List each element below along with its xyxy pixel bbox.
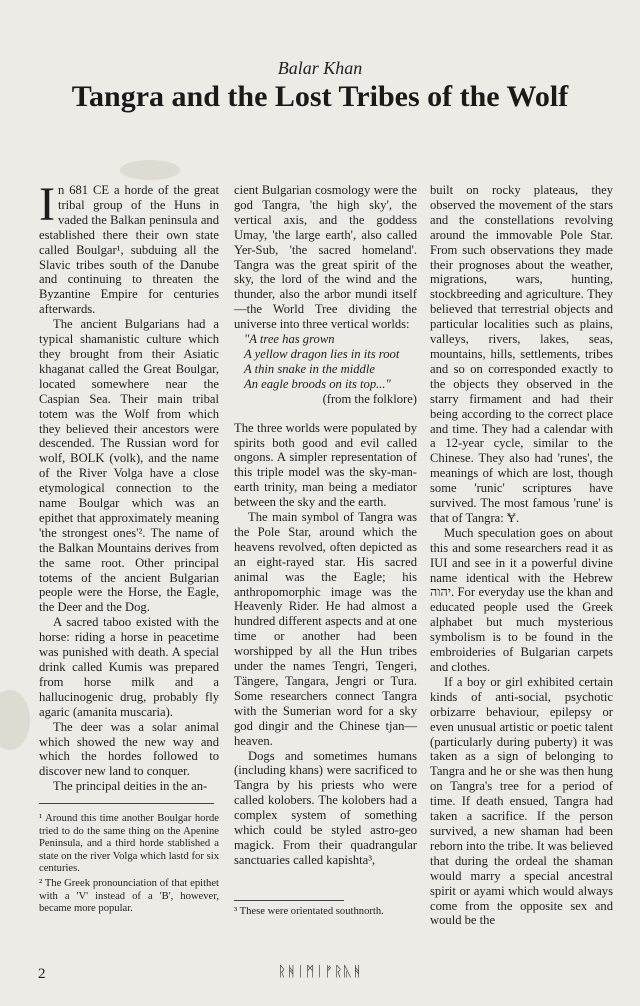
paragraph: cient Bulgarian cosmology were the god Tangra, 'the high sky', the vertical axis, and the goddess Umay, 'the large earth', also called Yer-Sub, 'the sacred homeland'. Tangra was the great spirit of the sky, the lord of the wind and the thunder, also the arbor mundi itself—the World Tree dividing the universe into three vertical worlds: <box>234 183 417 332</box>
verse-line: An eagle broods on its top..." <box>244 376 391 391</box>
runic-footer: ᚱᚻᛁᛗᛁᚠᚱᚣᚻ <box>277 964 363 980</box>
paragraph: If a boy or girl exhibited certain kinds of anti-social, psychotic orbizarre behaviour, epilepsy or even unusual artistic or poetic talent (particularly during puberty) it was taken as a sign of belonging to Tangra and he or she was then hung on Tangra's tree for a period of time. If death ensued, Tangra had taken a sacrifice. If the person survived, a new shaman had been reborn into the tribe. It was believed that during the ordeal the shaman would marry a special ancestral spirit or ayami which would always come from the opposite sex and would be the <box>430 674 613 928</box>
paragraph: Much speculation goes on about this and some researchers read it as IUI and see in it a powerful divine name identical with the Hebrew יהוה. For everyday use the khan and educated people used the Greek alphabet but much mysterious symbolism is to be found in the embroideries of Bulgarian carpets and clothes. <box>430 525 613 674</box>
paragraph-text: n 681 CE a horde of the great tribal group of the Huns in vaded the Balkan peninsula and established there their own state called Boulgar¹, subduing all the Slavic tribes south of the Danube and continuing to threaten the Byzantine Empire for centuries afterwards. <box>39 183 219 317</box>
paragraph: The deer was a solar animal which showed the new way and which the hordes followed to discover new land to conquer. <box>39 719 219 779</box>
paragraph: The three worlds were populated by spirits both good and evil called ongons. A simpler representation of this triple model was the sky-man-earth trinity, man being a mediator between the sky and the earth. <box>234 420 417 510</box>
paragraph: The principal deities in the an- <box>53 779 208 794</box>
drop-cap: I <box>39 178 55 231</box>
paragraph: Dogs and sometimes humans (including khans) were sacrificed to Tangra by his priests who were called kolobers. The kolobers had a complex system of something which could be styled astro-geo magick. From their quadrangular sanctuaries called kapishta³, <box>234 748 417 867</box>
footnote-2: ² The Greek pronounciation of that epithet with a 'V' instead of a 'B', however, became more popular. <box>39 877 219 915</box>
verse-line: A thin snake in the middle <box>244 361 375 376</box>
paragraph: built on rocky plateaus, they observed the movement of the stars and the constellations revolving around the immovable Pole Star. From such observations they made their prognoses about the weather, migrations, wars, hunting, stockbreeding and agriculture. They believed that terrestrial objects and particular localities such as plains, valleys, rivers, lakes, seas, mountains, hills, settlements, tribes and so on corresponded exactly to the objects they observed in the starry firmament and had their being according to the correct place and time. They had a calendar with a 12-year cycle, similar to the Chinese. They also had 'runes', the meanings of which are lost, though some 'runic' scriptures have survived. The most famous 'rune' is that of Tangra: Ɏ. <box>430 183 613 525</box>
column-2 <box>234 183 417 868</box>
footnote-separator <box>234 900 344 901</box>
column-1 <box>39 178 219 794</box>
paragraph: The ancient Bulgarians had a typical shamanistic culture which they brought from their Asiatic khaganat called the Great Boulgar, located somewhere near the Caspian Sea. Their main tribal totem was the Wolf from which they believed their ancestors were descended. The Russian word for wolf, BOLK (volk), and the name of the River Volga have a close etymological connection to the name Boulgar which was an epithet that approximately meaning 'the strongest ones'². The name of the Balkan Mountains derives from the same root. Other principal totems of the ancient Bulgarian people were the Horse, the Eagle, the Deer and the Dog. <box>39 317 219 615</box>
footnote-separator <box>39 803 214 804</box>
verse-line: "A tree has grown <box>244 332 335 347</box>
paragraph: A sacred taboo existed with the horse: riding a horse in peacetime was punished with death. A special drink called Kumis was prepared from horse milk and a hallucinogenic drug, probably fly agaric (amanita muscaria). <box>39 615 219 719</box>
paper-stain <box>120 160 180 180</box>
author-name: Balar Khan <box>277 58 363 78</box>
footnote-1: ¹ Around this time another Boulgar horde tried to do the same thing on the Apenine Peninsula, and a third horde stablished a state on the river Volga which lastd for six centuries. <box>39 813 219 875</box>
paper-stain <box>0 690 30 750</box>
verse-source: (from the folklore) <box>322 391 417 406</box>
paragraph: The main symbol of Tangra was the Pole Star, around which the heavens revolved, often depicted as an eight-rayed star. His sacred animal was the Eagle; his anthropomorphic image was the Heavenly Rider. He had almost a hundred different aspects and at one time or another had been worshipped by all the Hun tribes under the names Tengri, Tengeri, Tängere, Tangara, Jengri or Tura. Some researchers connect Tangra with the Sumerian word for a sky god dingir and the Chinese tjan—heaven. <box>234 510 417 748</box>
footnotes-left <box>39 813 219 918</box>
article-title: Tangra and the Lost Tribes of the Wolf <box>71 80 569 113</box>
verse-line: A yellow dragon lies in its root <box>244 346 400 361</box>
column-3 <box>430 183 613 928</box>
page-number: 2 <box>38 966 46 982</box>
footnotes-middle <box>234 906 417 921</box>
footnote-3: ³ These were orientated southnorth. <box>234 906 384 917</box>
paragraph <box>39 178 219 317</box>
